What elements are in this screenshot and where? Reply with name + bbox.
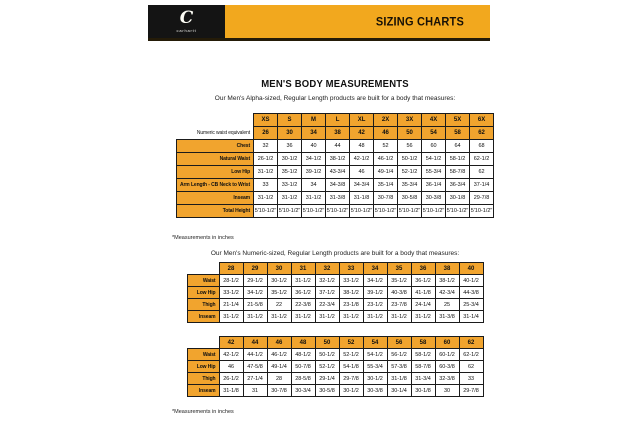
measurement-cell: 31-1/2 bbox=[243, 311, 267, 323]
measurement-cell: 21-5/8 bbox=[243, 299, 267, 311]
measurement-cell: 31-1/2 bbox=[291, 275, 315, 287]
measurements-footnote: *Measurements in inches bbox=[172, 409, 234, 415]
measurement-cell: 29-1/2 bbox=[243, 275, 267, 287]
measurement-cell: 23-1/2 bbox=[363, 299, 387, 311]
measurement-cell: 30 bbox=[278, 127, 302, 140]
size-header-cell: 33 bbox=[339, 263, 363, 275]
measurement-cell: 23-1/8 bbox=[339, 299, 363, 311]
measurement-cell: 37-1/4 bbox=[470, 179, 494, 192]
measurement-row bbox=[176, 192, 493, 205]
measurement-cell: 68 bbox=[470, 140, 494, 153]
measurement-cell: 26-1/2 bbox=[219, 373, 243, 385]
measurement-cell: 35-1/2 bbox=[387, 275, 411, 287]
measurement-cell: 21-1/4 bbox=[219, 299, 243, 311]
size-header-cell: XL bbox=[350, 114, 374, 127]
measurement-cell: 5'10-1/2" bbox=[422, 205, 446, 218]
measurement-cell: 31-1/2 bbox=[291, 311, 315, 323]
measurement-cell: 31-1/2 bbox=[339, 311, 363, 323]
measurement-cell: 52-1/2 bbox=[398, 166, 422, 179]
measurement-cell: 38-1/2 bbox=[435, 275, 459, 287]
row-label: Total Height bbox=[176, 205, 253, 218]
measurement-cell: 42-3/4 bbox=[435, 287, 459, 299]
measurement-cell: 46-1/2 bbox=[374, 153, 398, 166]
measurement-cell: 30-1/8 bbox=[411, 385, 435, 397]
measurement-row bbox=[176, 140, 493, 153]
size-header-cell: 35 bbox=[387, 263, 411, 275]
size-header-cell: 32 bbox=[315, 263, 339, 275]
measurement-cell: 22 bbox=[267, 299, 291, 311]
size-header-row bbox=[176, 114, 493, 127]
measurement-cell: 36-1/2 bbox=[291, 287, 315, 299]
measurement-cell: 30-3/4 bbox=[291, 385, 315, 397]
size-header-cell: 58 bbox=[411, 337, 435, 349]
measurement-cell: 52-1/2 bbox=[339, 349, 363, 361]
measurement-cell: 34-1/2 bbox=[302, 153, 326, 166]
size-header-cell: 50 bbox=[315, 337, 339, 349]
measurement-cell: 31 bbox=[243, 385, 267, 397]
row-label: Natural Waist bbox=[176, 153, 253, 166]
alpha-intro-text: Our Men's Alpha-sized, Regular Length products are built for a body that measures: bbox=[214, 95, 456, 102]
size-header-row bbox=[187, 263, 483, 275]
measurement-cell: 31-1/2 bbox=[267, 311, 291, 323]
measurement-row bbox=[187, 361, 483, 373]
carhartt-c-icon: C bbox=[179, 8, 194, 28]
size-header-cell: 40 bbox=[459, 263, 483, 275]
measurement-cell: 22-3/4 bbox=[315, 299, 339, 311]
page-title: MEN'S BODY MEASUREMENTS bbox=[261, 78, 409, 91]
measurement-cell: 32-3/8 bbox=[435, 373, 459, 385]
corner-cell bbox=[176, 114, 253, 127]
measurement-row bbox=[176, 127, 493, 140]
size-header-cell: 5X bbox=[446, 114, 470, 127]
size-header-cell: 3X bbox=[398, 114, 422, 127]
measurement-cell: 5'10-1/2" bbox=[350, 205, 374, 218]
measurement-cell: 36-3/4 bbox=[446, 179, 470, 192]
measurement-row bbox=[187, 299, 483, 311]
measurement-cell: 37-1/2 bbox=[315, 287, 339, 299]
measurement-cell: 5'10-1/2" bbox=[254, 205, 278, 218]
measurement-cell: 39-1/2 bbox=[363, 287, 387, 299]
measurement-cell: 41-1/8 bbox=[411, 287, 435, 299]
measurement-cell: 44-1/2 bbox=[243, 349, 267, 361]
measurement-cell: 40-3/8 bbox=[387, 287, 411, 299]
measurement-cell: 5'10-1/2" bbox=[374, 205, 398, 218]
measurement-cell: 54-1/2 bbox=[422, 153, 446, 166]
row-label: Thigh bbox=[187, 373, 219, 385]
row-label: Low Hip bbox=[187, 287, 219, 299]
measurement-cell: 30-1/2 bbox=[363, 373, 387, 385]
measurement-cell: 46 bbox=[350, 166, 374, 179]
measurement-cell: 31-1/2 bbox=[254, 192, 278, 205]
measurement-cell: 43-3/4 bbox=[326, 166, 350, 179]
measurement-cell: 40 bbox=[302, 140, 326, 153]
measurement-cell: 25 bbox=[435, 299, 459, 311]
row-label: Waist bbox=[187, 275, 219, 287]
measurement-cell: 56 bbox=[398, 140, 422, 153]
measurement-cell: 31-1/8 bbox=[219, 385, 243, 397]
measurement-cell: 28-5/8 bbox=[291, 373, 315, 385]
measurement-cell: 62 bbox=[459, 361, 483, 373]
measurement-cell: 48 bbox=[350, 140, 374, 153]
measurement-cell: 58-1/2 bbox=[411, 349, 435, 361]
size-header-cell: XS bbox=[254, 114, 278, 127]
size-header-cell: 30 bbox=[267, 263, 291, 275]
measurement-cell: 50 bbox=[398, 127, 422, 140]
measurement-cell: 28-1/2 bbox=[219, 275, 243, 287]
measurement-cell: 42-1/2 bbox=[219, 349, 243, 361]
measurement-cell: 26 bbox=[254, 127, 278, 140]
size-header-cell: 42 bbox=[219, 337, 243, 349]
numeric-size-table-1 bbox=[187, 262, 484, 323]
row-label: Chest bbox=[176, 140, 253, 153]
measurement-cell: 34-1/2 bbox=[363, 275, 387, 287]
measurement-cell: 5'10-1/2" bbox=[398, 205, 422, 218]
measurement-cell: 30-7/8 bbox=[374, 192, 398, 205]
measurement-cell: 30-1/2 bbox=[278, 153, 302, 166]
measurement-cell: 34-3/4 bbox=[350, 179, 374, 192]
measurement-cell: 54-1/2 bbox=[363, 349, 387, 361]
row-label: Numeric waist equivalent bbox=[176, 127, 253, 140]
size-header-cell: 52 bbox=[339, 337, 363, 349]
measurement-cell: 52-1/2 bbox=[315, 361, 339, 373]
measurement-cell: 62 bbox=[470, 127, 494, 140]
measurement-row bbox=[187, 385, 483, 397]
size-header-cell: 54 bbox=[363, 337, 387, 349]
row-label: Inseam bbox=[187, 311, 219, 323]
measurement-cell: 31-1/2 bbox=[278, 192, 302, 205]
size-header-cell: 46 bbox=[267, 337, 291, 349]
measurement-cell: 50-7/8 bbox=[291, 361, 315, 373]
measurement-cell: 31-1/2 bbox=[219, 311, 243, 323]
measurement-cell: 33-1/2 bbox=[278, 179, 302, 192]
measurement-cell: 31-1/2 bbox=[363, 311, 387, 323]
alpha-size-table-container bbox=[35, 113, 635, 218]
measurement-cell: 40-1/2 bbox=[459, 275, 483, 287]
row-label: Waist bbox=[187, 349, 219, 361]
size-header-cell: 56 bbox=[387, 337, 411, 349]
measurement-cell: 38-1/2 bbox=[339, 287, 363, 299]
measurement-cell: 55-3/4 bbox=[422, 166, 446, 179]
brand-wordmark: carhartt bbox=[176, 28, 197, 33]
measurement-cell: 50-1/2 bbox=[315, 349, 339, 361]
measurement-cell: 5'10-1/2" bbox=[446, 205, 470, 218]
measurement-cell: 30-3/8 bbox=[422, 192, 446, 205]
row-label: Inseam bbox=[187, 385, 219, 397]
measurement-cell: 5'10-1/2" bbox=[278, 205, 302, 218]
measurement-row bbox=[187, 275, 483, 287]
measurement-cell: 34 bbox=[302, 179, 326, 192]
measurement-cell: 46 bbox=[219, 361, 243, 373]
row-label: Inseam bbox=[176, 192, 253, 205]
measurement-row bbox=[187, 373, 483, 385]
size-header-cell: M bbox=[302, 114, 326, 127]
measurement-cell: 33-1/2 bbox=[339, 275, 363, 287]
size-header-cell: 60 bbox=[435, 337, 459, 349]
row-label: Thigh bbox=[187, 299, 219, 311]
measurement-cell: 32-1/2 bbox=[315, 275, 339, 287]
measurement-cell: 58 bbox=[446, 127, 470, 140]
measurement-cell: 31-1/2 bbox=[302, 192, 326, 205]
measurement-cell: 30-1/2 bbox=[267, 275, 291, 287]
measurement-cell: 31-3/8 bbox=[435, 311, 459, 323]
measurement-cell: 31-1/2 bbox=[387, 311, 411, 323]
measurement-cell: 34-3/8 bbox=[326, 179, 350, 192]
measurement-cell: 23-7/8 bbox=[387, 299, 411, 311]
corner-cell bbox=[187, 263, 219, 275]
carhartt-logo bbox=[148, 5, 225, 38]
measurement-cell: 33 bbox=[459, 373, 483, 385]
measurement-cell: 28 bbox=[267, 373, 291, 385]
measurement-cell: 56-1/2 bbox=[387, 349, 411, 361]
measurement-cell: 31-1/2 bbox=[315, 311, 339, 323]
row-label: Arm Length - CB Neck to Wrist bbox=[176, 179, 253, 192]
measurement-cell: 31-1/8 bbox=[387, 373, 411, 385]
measurement-cell: 46 bbox=[374, 127, 398, 140]
measurement-row bbox=[176, 166, 493, 179]
size-header-cell: 29 bbox=[243, 263, 267, 275]
measurement-cell: 26-1/2 bbox=[254, 153, 278, 166]
measurement-cell: 52 bbox=[374, 140, 398, 153]
measurement-cell: 22-3/8 bbox=[291, 299, 315, 311]
measurement-cell: 30-5/8 bbox=[315, 385, 339, 397]
measurement-cell: 62-1/2 bbox=[459, 349, 483, 361]
measurement-cell: 35-1/2 bbox=[278, 166, 302, 179]
size-header-cell: 38 bbox=[435, 263, 459, 275]
measurement-cell: 36 bbox=[278, 140, 302, 153]
measurement-cell: 48-1/2 bbox=[291, 349, 315, 361]
measurement-cell: 54 bbox=[422, 127, 446, 140]
numeric-intro-text: Our Men's Numeric-sized, Regular Length products are built for a body that measures: bbox=[210, 250, 460, 257]
size-header-cell: 44 bbox=[243, 337, 267, 349]
measurement-cell: 36-1/4 bbox=[422, 179, 446, 192]
measurement-cell: 58-7/8 bbox=[411, 361, 435, 373]
measurement-cell: 44 bbox=[326, 140, 350, 153]
size-header-cell: 6X bbox=[470, 114, 494, 127]
measurement-cell: 31-3/8 bbox=[326, 192, 350, 205]
measurement-row bbox=[176, 179, 493, 192]
measurement-cell: 27-1/4 bbox=[243, 373, 267, 385]
measurement-cell: 30-1/4 bbox=[387, 385, 411, 397]
measurement-cell: 60 bbox=[422, 140, 446, 153]
sizing-charts-banner bbox=[225, 5, 490, 38]
measurement-cell: 33-1/2 bbox=[219, 287, 243, 299]
measurement-row bbox=[176, 153, 493, 166]
measurement-cell: 31-1/8 bbox=[350, 192, 374, 205]
measurement-row bbox=[176, 205, 493, 218]
size-header-cell: 28 bbox=[219, 263, 243, 275]
measurement-cell: 55-3/4 bbox=[363, 361, 387, 373]
measurement-cell: 58-1/2 bbox=[446, 153, 470, 166]
measurement-row bbox=[187, 349, 483, 361]
corner-cell bbox=[187, 337, 219, 349]
measurement-cell: 49-1/4 bbox=[267, 361, 291, 373]
measurement-cell: 30-5/8 bbox=[398, 192, 422, 205]
measurement-cell: 31-1/4 bbox=[459, 311, 483, 323]
measurement-cell: 5'10-1/2" bbox=[470, 205, 494, 218]
measurement-cell: 36-1/2 bbox=[411, 275, 435, 287]
measurement-cell: 34 bbox=[302, 127, 326, 140]
measurement-cell: 25-3/4 bbox=[459, 299, 483, 311]
brand-header bbox=[148, 5, 490, 41]
measurement-cell: 33 bbox=[254, 179, 278, 192]
measurement-cell: 30-1/2 bbox=[339, 385, 363, 397]
measurement-cell: 58-7/8 bbox=[446, 166, 470, 179]
size-header-cell: 48 bbox=[291, 337, 315, 349]
measurement-cell: 5'10-1/2" bbox=[302, 205, 326, 218]
measurement-cell: 30-1/8 bbox=[446, 192, 470, 205]
measurement-cell: 60-3/8 bbox=[435, 361, 459, 373]
measurement-cell: 38-1/2 bbox=[326, 153, 350, 166]
size-header-cell: 62 bbox=[459, 337, 483, 349]
row-label: Low Hip bbox=[176, 166, 253, 179]
measurement-cell: 39-1/2 bbox=[302, 166, 326, 179]
measurement-cell: 29-7/8 bbox=[470, 192, 494, 205]
size-header-cell: 4X bbox=[422, 114, 446, 127]
measurement-cell: 35-1/4 bbox=[374, 179, 398, 192]
numeric-size-table-1-container bbox=[35, 262, 635, 323]
numeric-size-table-2 bbox=[187, 336, 484, 397]
measurement-cell: 32 bbox=[254, 140, 278, 153]
measurement-cell: 35-3/4 bbox=[398, 179, 422, 192]
size-header-cell: 34 bbox=[363, 263, 387, 275]
measurement-cell: 29-7/8 bbox=[459, 385, 483, 397]
measurement-cell: 60-1/2 bbox=[435, 349, 459, 361]
measurement-cell: 62 bbox=[470, 166, 494, 179]
measurement-cell: 49-1/4 bbox=[374, 166, 398, 179]
measurement-cell: 34-1/2 bbox=[243, 287, 267, 299]
measurements-footnote: *Measurements in inches bbox=[172, 235, 234, 241]
size-header-cell: 36 bbox=[411, 263, 435, 275]
size-header-cell: 31 bbox=[291, 263, 315, 275]
measurement-cell: 30-3/8 bbox=[363, 385, 387, 397]
measurement-cell: 44-3/8 bbox=[459, 287, 483, 299]
measurement-cell: 57-3/8 bbox=[387, 361, 411, 373]
measurement-cell: 64 bbox=[446, 140, 470, 153]
size-header-cell: L bbox=[326, 114, 350, 127]
row-label: Low Hip bbox=[187, 361, 219, 373]
measurement-cell: 38 bbox=[326, 127, 350, 140]
measurement-cell: 24-1/4 bbox=[411, 299, 435, 311]
measurement-cell: 29-7/8 bbox=[339, 373, 363, 385]
measurement-cell: 31-1/2 bbox=[411, 311, 435, 323]
measurement-cell: 42-1/2 bbox=[350, 153, 374, 166]
measurement-cell: 54-1/8 bbox=[339, 361, 363, 373]
measurement-cell: 31-3/4 bbox=[411, 373, 435, 385]
measurement-row bbox=[187, 287, 483, 299]
measurement-cell: 42 bbox=[350, 127, 374, 140]
measurement-cell: 5'10-1/2" bbox=[326, 205, 350, 218]
measurement-cell: 30-7/8 bbox=[267, 385, 291, 397]
banner-title: SIZING CHARTS bbox=[375, 14, 464, 29]
measurement-cell: 46-1/2 bbox=[267, 349, 291, 361]
measurement-cell: 29-1/4 bbox=[315, 373, 339, 385]
measurement-cell: 30 bbox=[435, 385, 459, 397]
size-header-row bbox=[187, 337, 483, 349]
measurement-cell: 62-1/2 bbox=[470, 153, 494, 166]
size-header-cell: S bbox=[278, 114, 302, 127]
size-header-cell: 2X bbox=[374, 114, 398, 127]
alpha-size-table bbox=[176, 113, 494, 218]
measurement-cell: 35-1/2 bbox=[267, 287, 291, 299]
measurement-cell: 31-1/2 bbox=[254, 166, 278, 179]
measurement-row bbox=[187, 311, 483, 323]
measurement-cell: 50-1/2 bbox=[398, 153, 422, 166]
measurement-cell: 47-5/8 bbox=[243, 361, 267, 373]
numeric-size-table-2-container bbox=[35, 336, 635, 397]
